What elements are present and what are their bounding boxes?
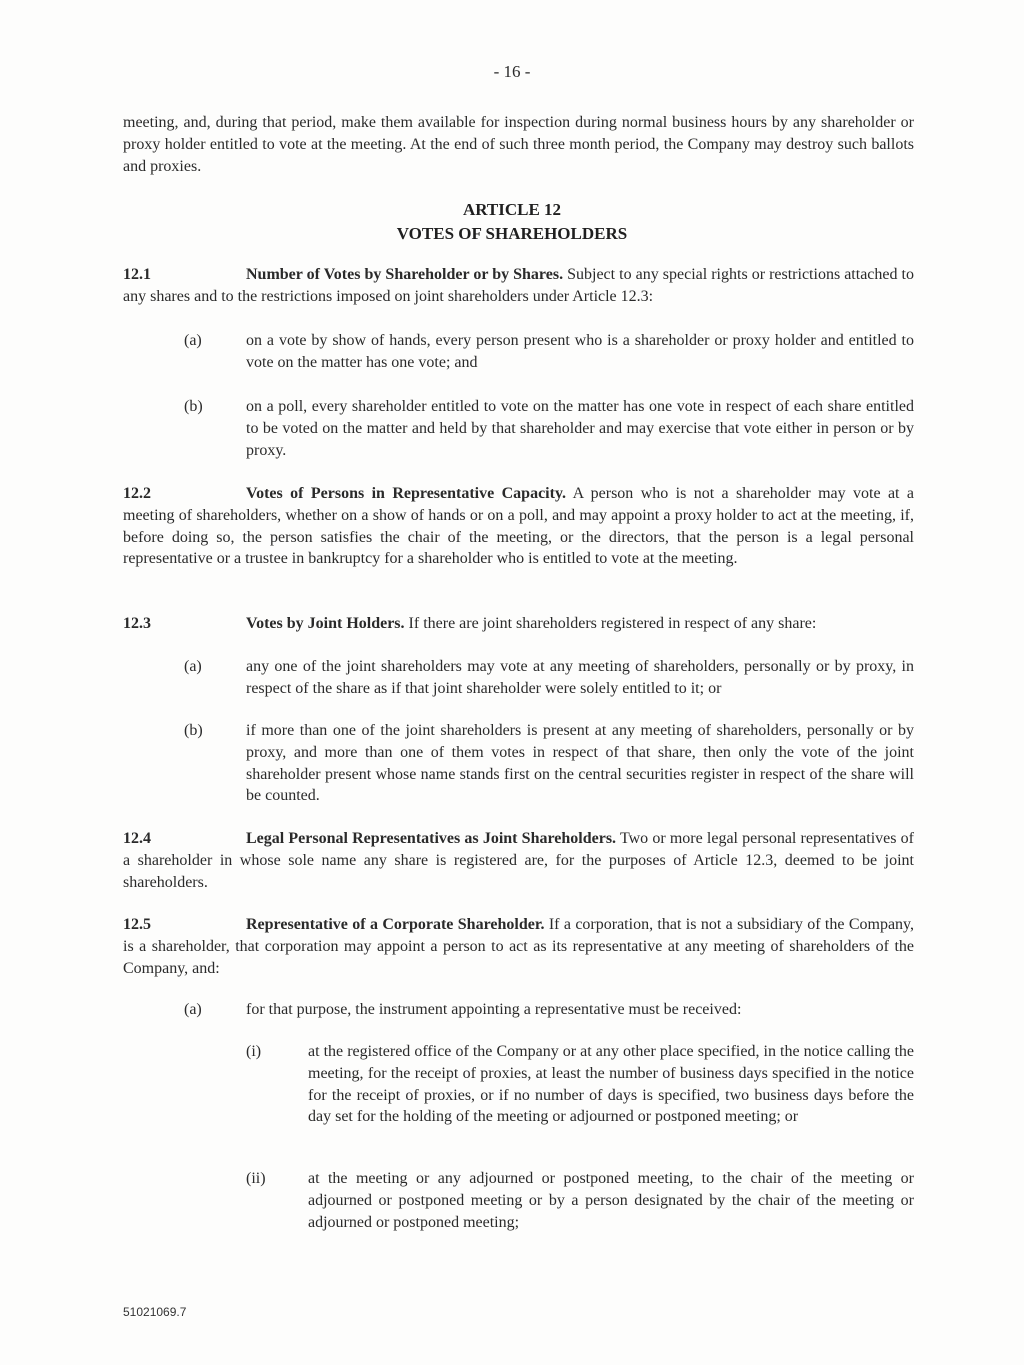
section-12-3 bbox=[123, 613, 914, 635]
section-title: Legal Personal Representatives as Joint Shareholders. bbox=[246, 830, 617, 847]
subitem-text: at the meeting or any adjourned or postponed meeting, to the chair of the meeting or adjourned or postponed meeting or by a person designated by the chair of the meeting or adjourned or postponed meeting; bbox=[308, 1170, 914, 1231]
section-number: 12.4 bbox=[123, 830, 151, 847]
item-text: if more than one of the joint shareholders is present at any meeting of shareholders, personally or by proxy, and more than one of them votes in respect of that share, then only the vote of the joint shareholder present whose name stands first on the central securities register in respect of the share will be counted. bbox=[246, 722, 914, 805]
section-title: Representative of a Corporate Shareholder. bbox=[246, 916, 545, 933]
section-12-5 bbox=[123, 914, 914, 979]
item-text: for that purpose, the instrument appointing a representative must be received: bbox=[246, 1001, 742, 1018]
item-label: (b) bbox=[184, 722, 203, 739]
section-12-4 bbox=[123, 828, 914, 893]
section-text: If there are joint shareholders registered in respect of any share: bbox=[404, 615, 817, 632]
page-number: - 16 - bbox=[493, 62, 531, 81]
intro-paragraph: meeting, and, during that period, make them available for inspection during normal business hours by any shareholder or proxy holder entitled to vote at the meeting. At the end of such three month period, the Company may destroy such ballots and proxies. bbox=[123, 114, 914, 175]
section-text: Two or more legal personal representatives of a shareholder in whose sole name any share is registered are, for the purposes of Article 12.3, deemed to be joint shareholders. bbox=[123, 830, 915, 891]
item-label: (a) bbox=[184, 1001, 202, 1018]
item-text: on a vote by show of hands, every person present who is a shareholder or proxy holder and entitled to vote on the matter has one vote; and bbox=[246, 332, 914, 371]
section-number: 12.5 bbox=[123, 916, 151, 933]
section-text: Subject to any special rights or restrictions attached to any shares and to the restrictions imposed on joint shareholders under Article 12.3: bbox=[123, 266, 914, 305]
section-text: A person who is not a shareholder may vote at a meeting of shareholders, whether on a show of hands or on a poll, and may appoint a proxy holder to act at the meeting, if, before doing so, the person satisfies the chair of the meeting, or the directors, that the person is a legal personal representative or a trustee in bankruptcy for a shareholder who is entitled to vote at the meeting. bbox=[123, 485, 914, 568]
article-number: ARTICLE 12 bbox=[462, 200, 562, 219]
section-12-2 bbox=[123, 483, 914, 570]
subitem-text: at the registered office of the Company or at any other place specified, in the notice calling the meeting, for the receipt of proxies, at least the number of business days specified in the notice for the receipt of proxies, or if no number of days is specified, two business days before the day set for the holding of the meeting or adjourned or postponed meeting; or bbox=[308, 1043, 914, 1126]
item-label: (b) bbox=[184, 398, 203, 415]
item-label: (a) bbox=[184, 332, 202, 349]
item-label: (a) bbox=[184, 658, 202, 675]
subitem-label: (ii) bbox=[246, 1170, 266, 1187]
item-text: any one of the joint shareholders may vote at any meeting of shareholders, personally or by proxy, in respect of the share as if that joint shareholder were solely entitled to it; or bbox=[246, 658, 914, 697]
section-number: 12.1 bbox=[123, 266, 151, 283]
document-id: 51021069.7 bbox=[123, 1305, 187, 1319]
article-title: VOTES OF SHAREHOLDERS bbox=[396, 224, 628, 243]
section-number: 12.3 bbox=[123, 615, 151, 632]
item-text: on a poll, every shareholder entitled to vote on the matter has one vote in respect of each share entitled to be voted on the matter and held by that shareholder and may exercise that vote either in person or by proxy. bbox=[246, 398, 914, 459]
section-number: 12.2 bbox=[123, 485, 151, 502]
section-text: If a corporation, that is not a subsidiary of the Company, is a shareholder, that corporation may appoint a person to act as its representative at any meeting of shareholders of the Company, and: bbox=[123, 916, 915, 977]
section-title: Votes of Persons in Representative Capacity. bbox=[246, 485, 567, 502]
section-12-1 bbox=[123, 264, 914, 308]
section-title: Number of Votes by Shareholder or by Shares. bbox=[246, 266, 564, 283]
section-title: Votes by Joint Holders. bbox=[246, 615, 405, 632]
subitem-label: (i) bbox=[246, 1043, 262, 1060]
